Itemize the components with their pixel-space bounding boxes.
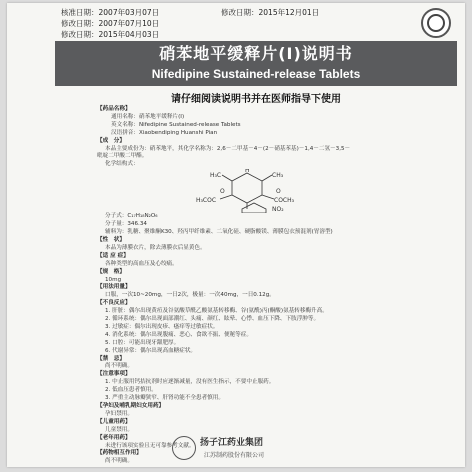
section-heading: 【禁 忌】 — [97, 355, 125, 362]
section-text: 口服，一次10~20mg，一日2次，极量：一次40mg，一日0.12g。 — [105, 292, 275, 299]
section-text: 化学结构式： — [105, 161, 139, 168]
section-text: 分子量：346.34 — [105, 221, 147, 228]
section-text: 10mg — [105, 276, 122, 283]
section-text: 吡啶二甲酸二甲酯。 — [97, 153, 148, 160]
company-logo-icon — [421, 8, 451, 38]
section-heading: 【儿童用药】 — [97, 418, 131, 425]
section-text: 4. 消化系统：偶尔出现腹痛、恶心、食欲不振、便秘等症。 — [105, 331, 252, 338]
section-text: 尚不明确。 — [105, 363, 133, 370]
revision-date-2: 修改日期：2015年12月01日 — [221, 8, 320, 17]
section-heading: 【成 分】 — [97, 137, 125, 144]
section-text: 1. 中止服用钙拮抗剂时应逐渐减量，没有医生指示，不要中止服药。 — [105, 379, 275, 386]
section-text: 英文名称：Nifedipine Sustained-release Tablets — [111, 121, 241, 128]
footer-logo-icon — [172, 436, 196, 460]
section-heading: 【规 格】 — [97, 268, 125, 275]
section-text: 各种类型的高血压及心绞痛。 — [105, 260, 178, 267]
chemical-structure — [97, 169, 407, 213]
section-text: 辅料为：乳糖、聚维酮K30、羟丙甲纤维素、二氧化硅、硬脂酸镁、薄膜包衣预混剂(胃溶型) — [105, 229, 333, 236]
approval-date: 核准日期：2007年03月07日 — [61, 8, 160, 17]
section-text: 2. 低血压患者慎用。 — [105, 387, 157, 394]
section-heading: 【用法用量】 — [97, 284, 131, 291]
company-subtitle: 江苏制药股份有限公司 — [204, 452, 265, 459]
section-heading: 【性 状】 — [97, 236, 125, 243]
section-text: 分子式：C₁₇H₁₈N₂O₆ — [105, 213, 158, 220]
section-text: 孕妇禁用。 — [105, 410, 133, 417]
section-heading: 【老年用药】 — [97, 434, 131, 441]
revision-dates — [61, 7, 320, 40]
section-heading: 【药物相互作用】 — [97, 450, 142, 457]
section-text: 本品为薄膜衣片，除去薄膜衣后显黄色。 — [105, 244, 206, 251]
section-text: 尚不明确。 — [105, 458, 133, 465]
section-heading: 【药品名称】 — [97, 106, 131, 112]
revision-date-3: 修改日期：2015年04月03日 — [61, 30, 160, 39]
section-text: 5. 口腔：可能出现牙龈肥厚。 — [105, 339, 180, 346]
section-text: 3. 严重主动脉瓣狭窄、肝肾功能不全患者慎用。 — [105, 395, 224, 402]
revision-date-1: 修改日期：2007年07月10日 — [61, 19, 160, 28]
section-block-top — [97, 106, 407, 169]
label-h: H — [245, 169, 250, 175]
label-o-left: O — [220, 188, 225, 196]
section-text: 2. 循环系统：偶尔出现面部潮红、头痛、颜红、眩晕、心悸、血压下降、下肢浮肿等。 — [105, 316, 320, 323]
label-ch3: CH₃ — [272, 172, 284, 180]
leaflet-body — [97, 106, 407, 466]
leaflet-sheet — [7, 3, 465, 467]
label-h3c: H₃C — [210, 172, 222, 180]
usage-notice: 请仔细阅读说明书并在医师指导下使用 — [171, 94, 341, 105]
section-text: 6. 代谢异常：偶尔出现高血糖症状。 — [105, 347, 197, 354]
section-heading: 【适 应 症】 — [97, 252, 129, 259]
section-text: 3. 过敏症：偶尔出现皮疹、瘙痒等过敏症状。 — [105, 323, 219, 330]
section-text: 通用名称：硝苯地平缓释片(I) — [111, 113, 185, 120]
section-text: 本品主要成份为：硝苯地平，其化学名称为：2,6－二甲基－4－(2－硝基苯基)－1,4－二氢－3,5－ — [105, 145, 351, 152]
section-text: 未进行该项实验且无可靠参考文献。 — [105, 442, 195, 449]
structure-diagram — [192, 169, 302, 213]
section-text: 1. 肝脏：偶尔出现黄疸及谷氨酸草酰乙酸氨基转移酶、谷(氨酰)丙(酮酸)氨基转移酶升高。 — [105, 308, 328, 315]
label-h3coc: H₃COC — [196, 197, 217, 205]
title-english: Nifedipine Sustained-release Tablets — [151, 67, 361, 81]
label-o-right: O — [276, 188, 281, 196]
section-text: 汉语拼音：Xiaobendiping Huanshi Pian — [111, 129, 218, 136]
section-heading: 【注意事项】 — [97, 371, 131, 378]
title-banner — [55, 41, 457, 86]
section-heading: 【不良反应】 — [97, 300, 131, 307]
section-text: 儿童禁用。 — [105, 426, 133, 433]
section-heading: 【孕妇及哺乳期妇女用药】 — [97, 403, 165, 409]
section-block-bottom — [97, 213, 407, 466]
title-chinese: 硝苯地平缓释片(I)说明书 — [159, 44, 353, 63]
label-coch3: COCH₃ — [274, 197, 295, 205]
company-footer — [172, 434, 392, 464]
label-no2: NO₂ — [272, 206, 284, 214]
company-name: 扬子江药业集团 — [200, 438, 264, 448]
